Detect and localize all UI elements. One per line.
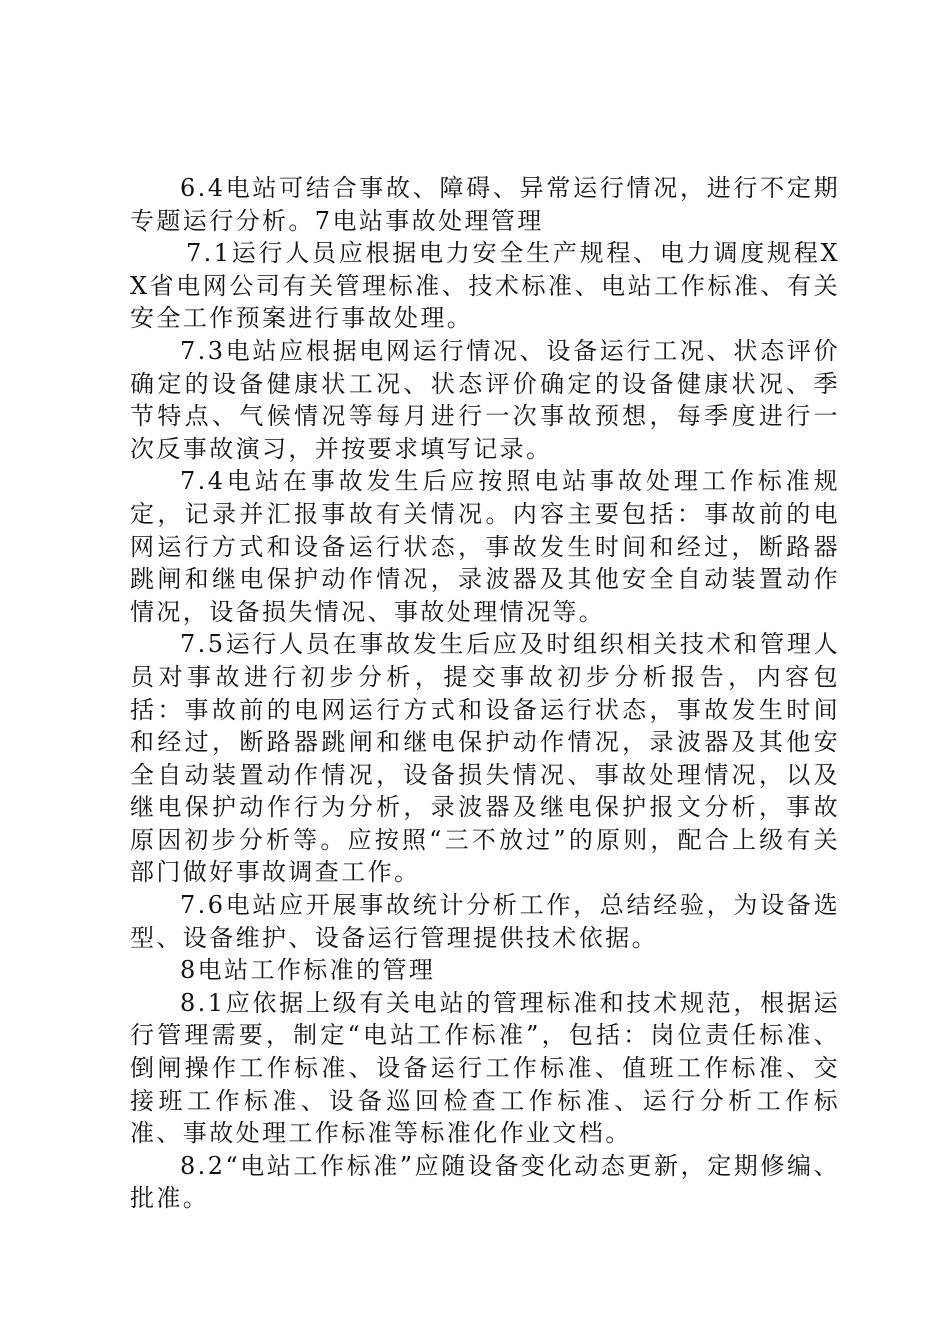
paragraph-6-4: 6.4电站可结合事故、障碍、异常运行情况，进行不定期专题运行分析。7电站事故处理管理 (130, 174, 840, 235)
paragraph-8-1: 8.1应依据上级有关电站的管理标准和技术规范，根据运行管理需要，制定“电站工作标准”，包括：岗位责任标准、倒闸操作工作标准、设备运行工作标准、值班工作标准、交接班工作标准、设备巡回检查工作标准、运行分析工作标准、事故处理工作标准等标准化作业文档。 (130, 988, 840, 1148)
paragraph-7-1: 7.1运行人员应根据电力安全生产规程、电力调度规程XX省电网公司有关管理标准、技术标准、电站工作标准、有关安全工作预案进行事故处理。 (130, 239, 840, 333)
section-heading-8: 8电站工作标准的管理 (180, 956, 436, 985)
paragraph-7-5: 7.5运行人员在事故发生后应及时组织相关技术和管理人员对事故进行初步分析，提交事故初步分析报告，内容包括：事故前的电网运行方式和设备运行状态，事故发生时间和经过，断路器跳闸和继电保护动作情况，录波器及其他安全自动装置动作情况，设备损失情况、事故处理情况，以及继电保护动作行为分析，录波器及继电保护报文分析，事故原因初步分析等。应按照“三不放过”的原则，配合上级有关部门做好事故调查工作。 (130, 630, 840, 887)
paragraph-7-3: 7.3电站应根据电网运行情况、设备运行工况、状态评价确定的设备健康状工况、状态评价确定的设备健康状况、季节特点、气候情况等每月进行一次事故预想，每季度进行一次反事故演习，并按要求填写记录。 (130, 336, 840, 463)
paragraph-7-6: 7.6电站应开展事故统计分析工作，总结经验，为设备选型、设备维护、设备运行管理提供技术依据。 (130, 891, 840, 952)
document-body (130, 172, 840, 1215)
paragraph-8-2: 8.2“电站工作标准”应随设备变化动态更新，定期修编、批准。 (130, 1151, 840, 1213)
paragraph-7-4: 7.4电站在事故发生后应按照电站事故处理工作标准规定，记录并汇报事故有关情况。内容主要包括：事故前的电网运行方式和设备运行状态，事故发生时间和经过，断路器跳闸和继电保护动作情况，录波器及其他安全自动装置动作情况，设备损失情况、事故处理情况等。 (130, 467, 840, 626)
